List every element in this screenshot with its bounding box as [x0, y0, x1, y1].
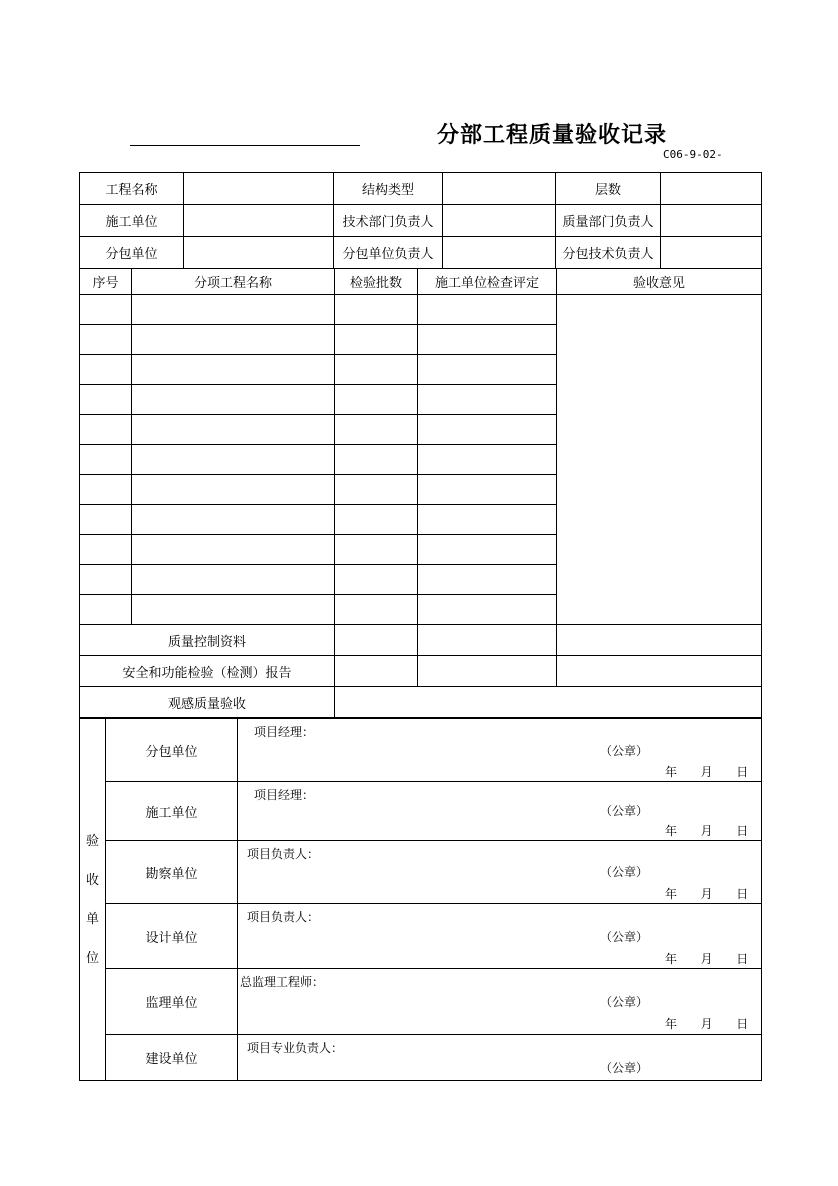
batch-count-cell[interactable]	[335, 565, 418, 595]
acceptance-row	[80, 969, 762, 1035]
item-name-cell[interactable]	[132, 475, 335, 505]
batch-count-cell[interactable]	[335, 445, 418, 475]
quality-docs-eval[interactable]	[418, 625, 557, 656]
date-label: 年 月 日	[665, 952, 749, 966]
appearance-label: 观感质量验收	[80, 687, 335, 718]
signature-area[interactable]	[238, 841, 762, 904]
item-name-cell[interactable]	[132, 295, 335, 325]
contractor-eval-cell[interactable]	[418, 445, 557, 475]
seq-cell[interactable]	[80, 415, 132, 445]
unit-name: 施工单位	[106, 782, 238, 841]
contractor-label: 施工单位	[80, 205, 184, 237]
floors-label: 层数	[556, 173, 661, 205]
floors-field[interactable]	[661, 173, 762, 205]
quality-head-label: 质量部门负责人	[556, 205, 661, 237]
batch-count-cell[interactable]	[335, 355, 418, 385]
info-row	[80, 173, 762, 205]
info-row	[80, 205, 762, 237]
safety-reports-count[interactable]	[335, 656, 418, 687]
signature-area[interactable]	[238, 719, 762, 782]
appearance-row	[80, 687, 762, 718]
quality-docs-label: 质量控制资料	[80, 625, 335, 656]
acceptance-row	[80, 719, 762, 782]
seq-cell[interactable]	[80, 535, 132, 565]
seal-label: （公章）	[600, 995, 649, 1009]
sub-items-table	[79, 268, 762, 718]
seal-label: （公章）	[600, 865, 649, 879]
signature-area[interactable]	[238, 1035, 762, 1081]
batch-count-cell[interactable]	[335, 295, 418, 325]
sub-head-field[interactable]	[443, 237, 556, 269]
date-label: 年 月 日	[665, 765, 749, 779]
contractor-eval-cell[interactable]	[418, 325, 557, 355]
signer-label: 项目经理：	[254, 725, 315, 739]
item-name-cell[interactable]	[132, 565, 335, 595]
batch-count-cell[interactable]	[335, 535, 418, 565]
contractor-eval-cell[interactable]	[418, 385, 557, 415]
sub-head-label: 分包单位负责人	[334, 237, 443, 269]
contractor-field[interactable]	[184, 205, 334, 237]
safety-reports-row	[80, 656, 762, 687]
col-header-contractor-eval: 施工单位检查评定	[418, 269, 557, 295]
seal-label: （公章）	[600, 1061, 649, 1075]
table-row	[80, 295, 762, 325]
project-name-label: 工程名称	[80, 173, 184, 205]
signer-label: 项目负责人：	[247, 910, 320, 924]
seq-cell[interactable]	[80, 385, 132, 415]
signature-area[interactable]	[238, 904, 762, 969]
date-label: 年 月 日	[665, 1017, 749, 1031]
info-row	[80, 237, 762, 269]
item-name-cell[interactable]	[132, 385, 335, 415]
batch-count-cell[interactable]	[335, 475, 418, 505]
batch-count-cell[interactable]	[335, 595, 418, 625]
signer-label: 总监理工程师：	[240, 975, 325, 989]
col-header-batch-count: 检验批数	[335, 269, 418, 295]
table-header-row	[80, 269, 762, 295]
safety-reports-opinion[interactable]	[557, 656, 762, 687]
sub-tech-head-label: 分包技术负责人	[556, 237, 661, 269]
quality-docs-row	[80, 625, 762, 656]
tech-head-field[interactable]	[443, 205, 556, 237]
structure-type-label: 结构类型	[334, 173, 443, 205]
quality-docs-opinion[interactable]	[557, 625, 762, 656]
acceptance-side-label: 验 收 单 位	[80, 719, 106, 1081]
acceptance-table	[79, 718, 762, 1081]
safety-reports-label: 安全和功能检验（检测）报告	[80, 656, 335, 687]
seal-label: （公章）	[600, 804, 649, 818]
contractor-eval-cell[interactable]	[418, 565, 557, 595]
seal-label: （公章）	[600, 930, 649, 944]
subcontractor-label: 分包单位	[80, 237, 184, 269]
signature-area[interactable]	[238, 969, 762, 1035]
project-info-table	[79, 172, 762, 269]
batch-count-cell[interactable]	[335, 505, 418, 535]
batch-count-cell[interactable]	[335, 325, 418, 355]
acceptance-row	[80, 904, 762, 969]
batch-count-cell[interactable]	[335, 385, 418, 415]
seq-cell[interactable]	[80, 445, 132, 475]
seq-cell[interactable]	[80, 505, 132, 535]
safety-reports-eval[interactable]	[418, 656, 557, 687]
seq-cell[interactable]	[80, 295, 132, 325]
date-label: 年 月 日	[665, 824, 749, 838]
tech-head-label: 技术部门负责人	[334, 205, 443, 237]
seq-cell[interactable]	[80, 565, 132, 595]
form-code: C06-9-02-	[663, 148, 723, 161]
col-header-seq: 序号	[80, 269, 132, 295]
contractor-eval-cell[interactable]	[418, 355, 557, 385]
seq-cell[interactable]	[80, 475, 132, 505]
subcontractor-field[interactable]	[184, 237, 334, 269]
unit-name: 分包单位	[106, 719, 238, 782]
unit-name: 建设单位	[106, 1035, 238, 1081]
col-header-item-name: 分项工程名称	[132, 269, 335, 295]
unit-name: 监理单位	[106, 969, 238, 1035]
contractor-eval-cell[interactable]	[418, 595, 557, 625]
signer-label: 项目经理：	[254, 788, 315, 802]
date-label: 年 月 日	[665, 887, 749, 901]
col-header-opinion: 验收意见	[557, 269, 762, 295]
acceptance-row	[80, 841, 762, 904]
signature-area[interactable]	[238, 782, 762, 841]
acceptance-row	[80, 1035, 762, 1081]
unit-name: 勘察单位	[106, 841, 238, 904]
project-name-field[interactable]	[184, 173, 334, 205]
seq-cell[interactable]	[80, 595, 132, 625]
acceptance-opinion-cell[interactable]	[557, 295, 762, 625]
seq-cell[interactable]	[80, 355, 132, 385]
appearance-value[interactable]	[335, 687, 762, 718]
contractor-eval-cell[interactable]	[418, 535, 557, 565]
acceptance-row	[80, 782, 762, 841]
page-title: 分部工程质量验收记录	[437, 122, 668, 148]
item-name-cell[interactable]	[132, 505, 335, 535]
signer-label: 项目负责人：	[247, 847, 320, 861]
quality-head-field[interactable]	[661, 205, 762, 237]
unit-name: 设计单位	[106, 904, 238, 969]
signer-label: 项目专业负责人：	[247, 1041, 344, 1055]
item-name-cell[interactable]	[132, 445, 335, 475]
structure-type-field[interactable]	[443, 173, 556, 205]
item-name-cell[interactable]	[132, 595, 335, 625]
item-name-cell[interactable]	[132, 325, 335, 355]
seal-label: （公章）	[600, 744, 649, 758]
item-name-cell[interactable]	[132, 355, 335, 385]
batch-count-cell[interactable]	[335, 415, 418, 445]
sub-tech-head-field[interactable]	[661, 237, 762, 269]
item-name-cell[interactable]	[132, 535, 335, 565]
seq-cell[interactable]	[80, 325, 132, 355]
item-name-cell[interactable]	[132, 415, 335, 445]
contractor-eval-cell[interactable]	[418, 415, 557, 445]
contractor-eval-cell[interactable]	[418, 505, 557, 535]
title-prefix-line	[130, 145, 360, 146]
contractor-eval-cell[interactable]	[418, 475, 557, 505]
quality-docs-count[interactable]	[335, 625, 418, 656]
contractor-eval-cell[interactable]	[418, 295, 557, 325]
